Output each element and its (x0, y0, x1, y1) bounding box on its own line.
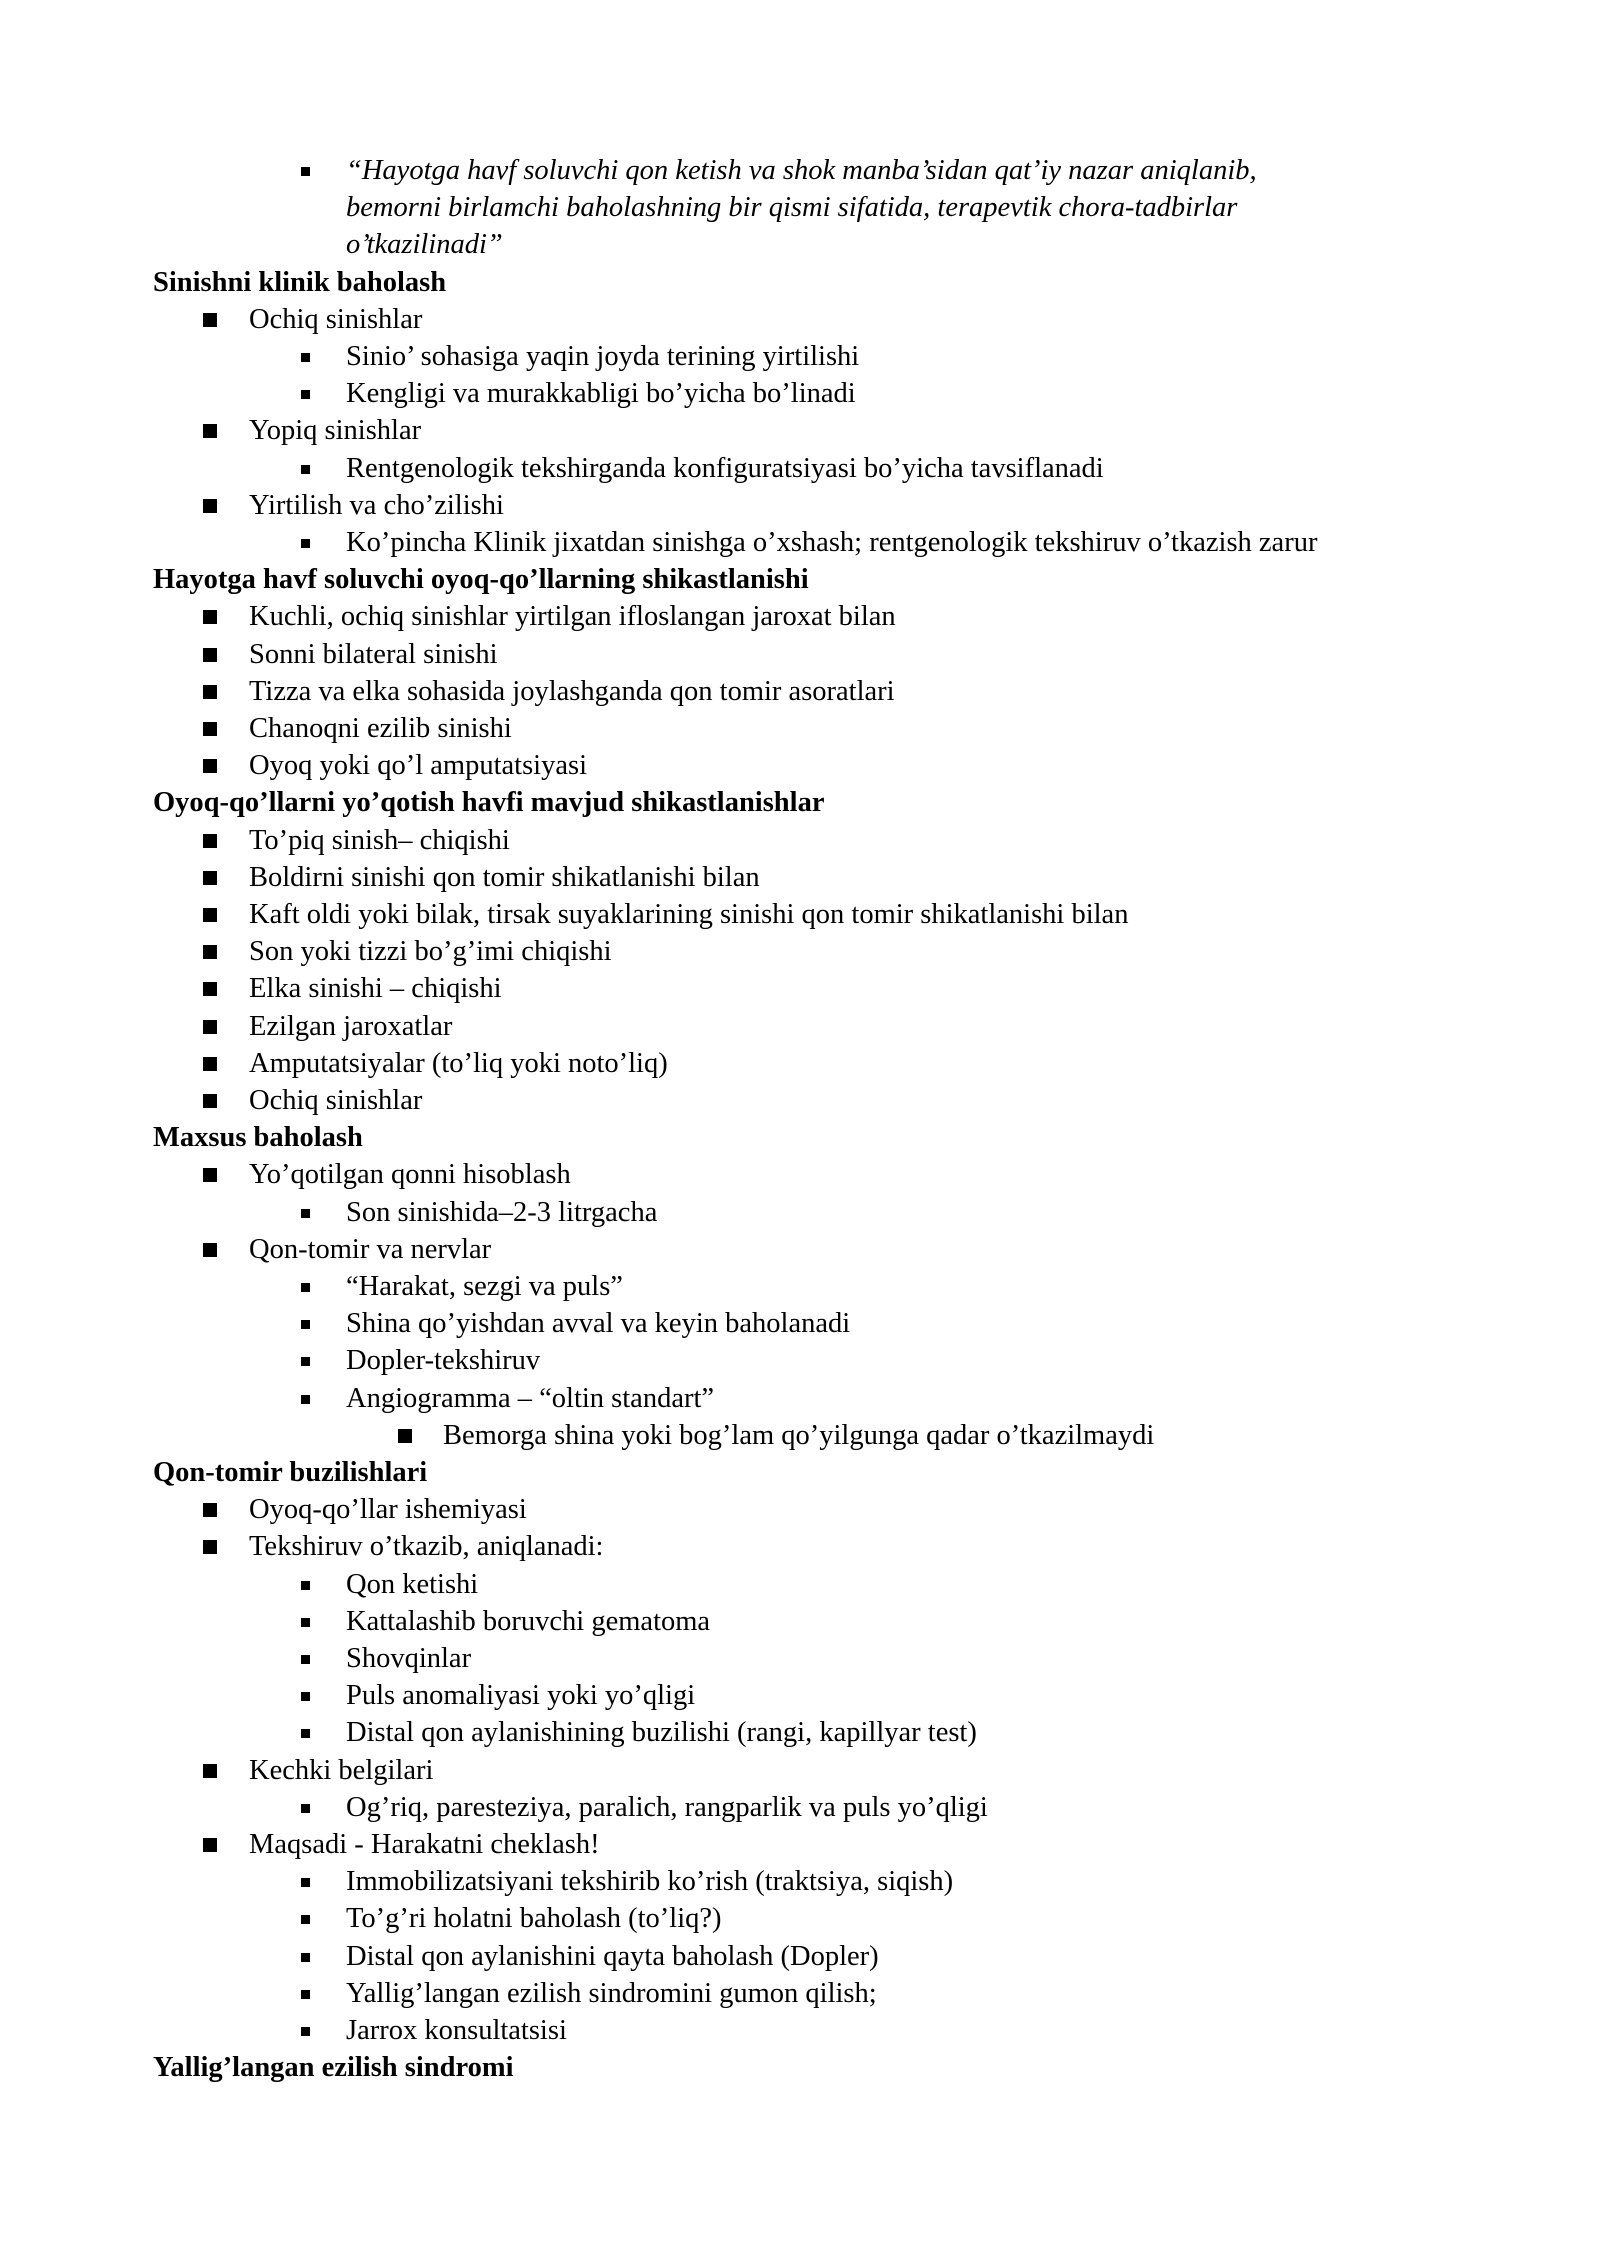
square-bullet-icon (203, 834, 217, 848)
square-bullet-icon (203, 1020, 217, 1034)
list-item-text: Yallig’langan ezilish sindromini gumon qilish; (346, 1977, 877, 2009)
square-bullet-icon (203, 1094, 217, 1108)
list-item-text: Maqsadi - Harakatni cheklash! (249, 1829, 600, 1860)
section-heading-text: Hayotga havf soluvchi oyoq-qo’llarning shikastlanishi (153, 564, 809, 596)
list-item-text: Angiogramma – “oltin standart” (346, 1382, 715, 1414)
list-item-text: o’tkazilinadi” (346, 229, 503, 261)
small-square-bullet-icon (301, 1581, 310, 1590)
small-square-bullet-icon (301, 1990, 310, 1999)
list-item-text: To’g’ri holatni baholash (to’liq?) (346, 1903, 722, 1935)
small-square-bullet-icon (301, 1953, 310, 1962)
list-item-text: Sinio’ sohasiga yaqin joyda terining yirtilishi (346, 341, 860, 372)
list-item-text: Oyoq yoki qo’l amputatsiyasi (249, 750, 588, 782)
small-square-bullet-icon (301, 465, 310, 474)
list-item-text: Ochiq sinishlar (249, 1085, 423, 1116)
square-bullet-icon (203, 499, 217, 513)
small-square-bullet-icon (301, 2027, 310, 2036)
square-bullet-icon (203, 610, 217, 624)
square-bullet-icon (203, 945, 217, 959)
square-bullet-icon (203, 1057, 217, 1071)
list-item-text: Puls anomaliyasi yoki yo’qligi (346, 1680, 696, 1712)
small-square-bullet-icon (301, 1395, 310, 1404)
list-item-text: Shovqinlar (346, 1643, 472, 1674)
list-item-text: Boldirni sinishi qon tomir shikatlanishi bilan (249, 861, 760, 893)
small-square-bullet-icon (301, 167, 310, 176)
square-bullet-icon (203, 1540, 217, 1554)
square-bullet-icon (203, 722, 217, 736)
list-item-text: Kechki belgilari (249, 1754, 434, 1786)
small-square-bullet-icon (301, 390, 310, 399)
list-item-text: Distal qon aylanishining buzilishi (rangi, kapillyar test) (346, 1717, 977, 1749)
small-square-bullet-icon (301, 539, 310, 548)
list-item-text: Son yoki tizzi bo’g’imi chiqishi (249, 936, 612, 968)
square-bullet-icon (203, 1838, 217, 1852)
list-item-text: Sonni bilateral sinishi (249, 638, 498, 670)
list-item-text: Ezilgan jaroxatlar (249, 1010, 453, 1042)
section-heading-text: Oyoq-qo’llarni yo’qotish havfi mavjud shikastlanishlar (153, 787, 825, 819)
square-bullet-icon (203, 982, 217, 996)
small-square-bullet-icon (301, 1618, 310, 1627)
list-item-text: Kaft oldi yoki bilak, tirsak suyaklarining sinishi qon tomir shikatlanishi bilan (249, 899, 1129, 930)
list-item-text: Yo’qotilgan qonni hisoblash (249, 1159, 571, 1191)
list-item-text: To’piq sinish– chiqishi (249, 824, 510, 856)
list-item-text: Kengligi va murakkabligi bo’yicha bo’linadi (346, 378, 856, 410)
square-bullet-icon (203, 424, 217, 438)
small-square-bullet-icon (301, 1729, 310, 1738)
list-item-text: Tekshiruv o’tkazib, aniqlanadi: (249, 1531, 604, 1563)
list-item-text: Son sinishida–2-3 litrgacha (346, 1196, 658, 1228)
list-item-text: Shina qo’yishdan avval va keyin baholanadi (346, 1308, 851, 1340)
square-bullet-icon (203, 1764, 217, 1778)
list-item-text: Bemorga shina yoki bog’lam qo’yilgunga qadar o’tkazilmaydi (443, 1419, 1155, 1451)
small-square-bullet-icon (301, 1320, 310, 1329)
square-bullet-icon (203, 1168, 217, 1182)
list-item-text: Dopler-tekshiruv (346, 1345, 541, 1377)
small-square-bullet-icon (301, 1878, 310, 1887)
square-bullet-icon (203, 908, 217, 922)
small-square-bullet-icon (301, 1209, 310, 1218)
list-item-text: Immobilizatsiyani tekshirib ko’rish (traktsiya, siqish) (346, 1866, 954, 1898)
small-square-bullet-icon (301, 1804, 310, 1813)
section-heading-text: Sinishni klinik baholash (153, 266, 447, 298)
list-item-text: Rentgenologik tekshirganda konfiguratsiyasi bo’yicha tavsiflanadi (346, 452, 1104, 484)
square-bullet-icon (203, 1503, 217, 1517)
list-item-text: Elka sinishi – chiqishi (249, 973, 502, 1005)
section-heading-text: Yallig’langan ezilish sindromi (153, 2052, 514, 2084)
list-item-text: Ko’pincha Klinik jixatdan sinishga o’xshash; rentgenologik tekshiruv o’tkazish zarur (346, 527, 1318, 558)
list-item-text: Yirtilish va cho’zilishi (249, 489, 504, 521)
list-item-text: Oyoq-qo’llar ishemiyasi (249, 1494, 527, 1526)
square-bullet-icon (203, 759, 217, 773)
list-item-text: Chanoqni ezilib sinishi (249, 713, 512, 744)
list-item-text: Tizza va elka sohasida joylashganda qon tomir asoratlari (249, 675, 895, 707)
list-item-text: Qon-tomir va nervlar (249, 1233, 492, 1265)
list-item-text: Kattalashib boruvchi gematoma (346, 1605, 711, 1637)
list-item-text: “Hayotga havf soluvchi qon ketish va shok manba’sidan qat’iy nazar aniqlanib, (346, 155, 1257, 186)
list-item-text: Kuchli, ochiq sinishlar yirtilgan ifloslangan jaroxat bilan (249, 601, 896, 633)
small-square-bullet-icon (301, 1357, 310, 1366)
small-square-bullet-icon (301, 1692, 310, 1701)
list-item-text: bemorni birlamchi baholashning bir qismi sifatida, terapevtik chora-tadbirlar (346, 192, 1238, 224)
square-bullet-icon (203, 648, 217, 662)
list-item-text: Og’riq, paresteziya, paralich, rangparlik va puls yo’qligi (346, 1791, 988, 1823)
list-item-text: Distal qon aylanishini qayta baholash (Dopler) (346, 1940, 879, 1972)
small-square-bullet-icon (301, 1915, 310, 1924)
small-square-bullet-icon (301, 353, 310, 362)
square-bullet-icon (203, 1243, 217, 1257)
list-item-text: Ochiq sinishlar (249, 303, 423, 335)
list-item-text: Jarrox konsultatsisi (346, 2015, 567, 2046)
square-bullet-icon (203, 685, 217, 699)
small-square-bullet-icon (301, 1655, 310, 1664)
list-item-text: “Harakat, sezgi va puls” (346, 1271, 623, 1302)
list-item-text: Qon ketishi (346, 1568, 479, 1600)
square-bullet-icon (203, 313, 217, 327)
list-item-text: Amputatsiyalar (to’liq yoki noto’liq) (249, 1047, 668, 1079)
section-heading-text: Maxsus baholash (153, 1122, 363, 1154)
square-bullet-icon (398, 1429, 412, 1443)
list-item-text: Yopiq sinishlar (249, 415, 422, 447)
square-bullet-icon (203, 871, 217, 885)
small-square-bullet-icon (301, 1283, 310, 1292)
section-heading-text: Qon-tomir buzilishlari (153, 1457, 428, 1488)
